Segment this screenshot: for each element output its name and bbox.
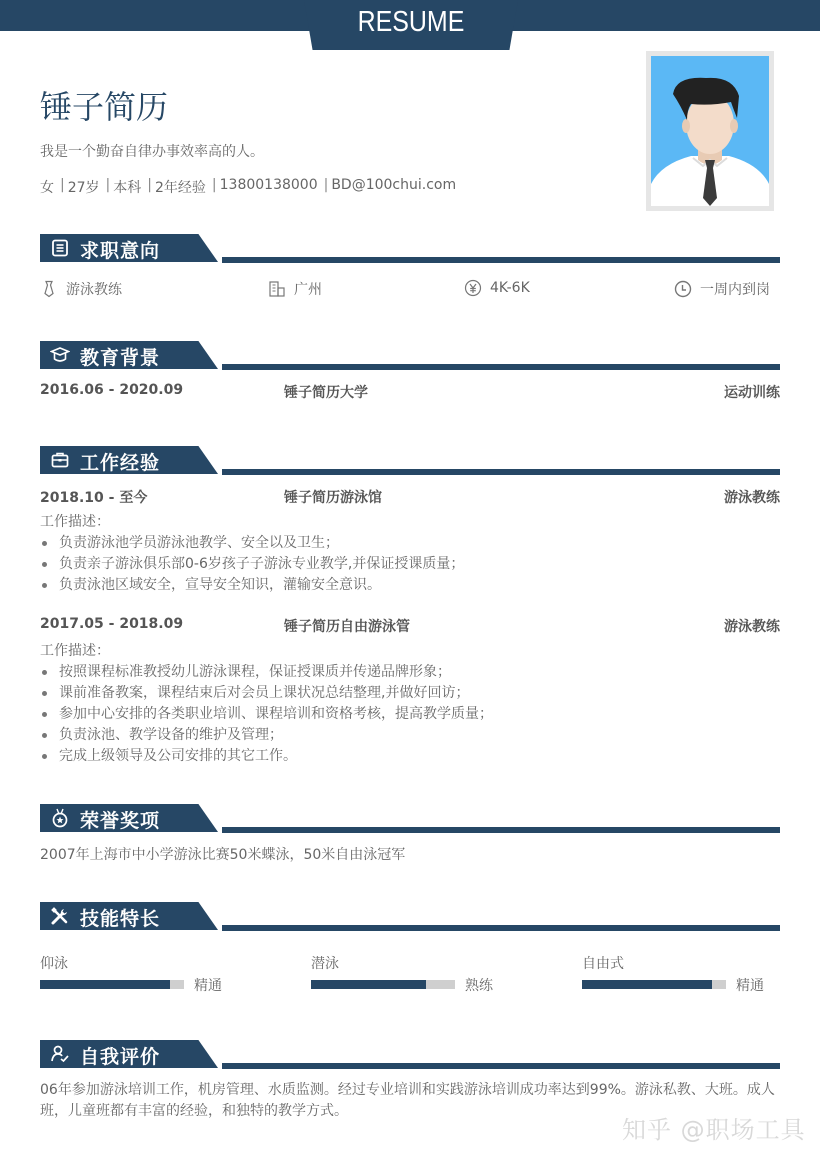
resume-title: RESUME	[357, 6, 465, 38]
candidate-name: 锤子简历	[40, 88, 169, 126]
section-header-skills	[40, 902, 780, 932]
job-period: 2018.10 - 至今	[40, 490, 148, 506]
section-title: 工作经验	[80, 452, 161, 474]
skill-level: 精通	[194, 978, 222, 994]
profile-photo	[646, 51, 774, 211]
info-separator: |	[323, 177, 329, 193]
skill-item	[311, 953, 531, 997]
user-check-icon	[50, 1044, 70, 1064]
graduation-cap-icon	[50, 345, 70, 365]
section-title: 荣誉奖项	[80, 810, 161, 832]
job-bullet: 完成上级领导及公司安排的其它工作。	[40, 746, 493, 767]
yuan-icon	[464, 279, 482, 297]
skill-item	[40, 953, 260, 997]
clipboard-icon	[50, 238, 70, 258]
watermark: 知乎 @职场工具	[622, 1116, 806, 1144]
briefcase-icon	[50, 450, 70, 470]
section-header-honors	[40, 804, 780, 834]
skill-bar-track	[40, 980, 184, 989]
candidate-info	[40, 177, 456, 197]
section-divider	[222, 925, 780, 931]
info-email: BD@100chui.com	[331, 177, 457, 193]
job-intent-row	[40, 279, 780, 301]
info-age: 27岁	[67, 180, 100, 196]
clock-icon	[674, 280, 692, 298]
tools-icon	[50, 906, 70, 926]
job-description	[40, 512, 464, 596]
job-company: 锤子简历游泳馆	[284, 490, 382, 506]
skill-bar-track	[311, 980, 455, 989]
education-school: 锤子简历大学	[284, 385, 368, 401]
intent-availability: 一周内到岗	[674, 279, 770, 299]
section-title: 技能特长	[80, 908, 161, 930]
info-phone: 13800138000	[219, 177, 318, 193]
job-bullet: 负责泳池区域安全，宣导安全知识，灌输安全意识。	[40, 575, 464, 596]
skill-name: 仰泳	[40, 956, 68, 972]
info-separator: |	[211, 177, 217, 193]
job-position: 游泳教练	[724, 619, 780, 635]
section-title: 求职意向	[80, 240, 161, 262]
education-major: 运动训练	[724, 385, 780, 401]
skill-name: 潜泳	[311, 956, 339, 972]
intent-position: 游泳教练	[40, 279, 122, 299]
intent-salary: 4K-6K	[464, 279, 530, 297]
job-company: 锤子简历自由游泳管	[284, 619, 410, 635]
job-bullet: 负责亲子游泳俱乐部0-6岁孩子子游泳专业教学,并保证授课质量；	[40, 554, 464, 575]
section-divider	[222, 257, 780, 263]
info-degree: 本科	[113, 180, 142, 196]
intent-city: 广州	[268, 279, 322, 299]
job-description-label: 工作描述：	[40, 514, 110, 530]
job-description	[40, 641, 493, 767]
avatar-man-in-tie-icon	[651, 56, 769, 206]
skill-level: 精通	[736, 978, 764, 994]
section-divider	[222, 1063, 780, 1069]
job-bullet: 负责游泳池学员游泳池教学、安全以及卫生；	[40, 533, 464, 554]
job-bullet: 课前准备教案，课程结束后对会员上课状况总结整理,并做好回访；	[40, 683, 493, 704]
skill-item	[582, 953, 802, 997]
info-experience: 2年经验	[154, 180, 206, 196]
building-icon	[268, 280, 286, 298]
job-bullet: 负责泳池、教学设备的维护及管理；	[40, 725, 493, 746]
section-divider	[222, 469, 780, 475]
skill-bar-fill	[311, 980, 426, 989]
section-header-work	[40, 446, 780, 476]
section-header-self-eval	[40, 1040, 780, 1070]
info-gender: 女	[40, 180, 54, 196]
section-title: 自我评价	[80, 1046, 161, 1068]
honors-text: 2007年上海市中小学游泳比赛50米蝶泳，50米自由泳冠军	[40, 847, 406, 863]
section-divider	[222, 364, 780, 370]
skill-bar-fill	[582, 980, 712, 989]
section-header-education	[40, 341, 780, 371]
self-eval-text: 06年参加游泳培训工作，机房管理、水质监测。经过专业培训和实践游泳培训成功率达到99%。游泳私教、大班。成人 班，儿童班都有丰富的经验，和独特的教学方式。	[40, 1082, 775, 1119]
job-bullet: 按照课程标准教授幼儿游泳课程，保证授课质并传递品牌形象；	[40, 662, 493, 683]
skill-name: 自由式	[582, 956, 624, 972]
education-period: 2016.06 - 2020.09	[40, 382, 184, 398]
info-separator: |	[147, 177, 152, 193]
medal-icon	[50, 808, 70, 828]
tie-icon	[40, 280, 58, 298]
section-header-intent	[40, 234, 780, 264]
skill-bar-fill	[40, 980, 170, 989]
info-separator: |	[60, 177, 65, 193]
job-position: 游泳教练	[724, 490, 780, 506]
candidate-motto: 我是一个勤奋自律办事效率高的人。	[40, 144, 264, 160]
info-separator: |	[105, 177, 111, 193]
skill-level: 熟练	[465, 978, 493, 994]
section-title: 教育背景	[80, 347, 161, 369]
section-divider	[222, 827, 780, 833]
skill-bar-track	[582, 980, 726, 989]
job-description-label: 工作描述：	[40, 643, 110, 659]
job-period: 2017.05 - 2018.09	[40, 616, 184, 632]
job-bullet: 参加中心安排的各类职业培训、课程培训和资格考核，提高教学质量；	[40, 704, 493, 725]
